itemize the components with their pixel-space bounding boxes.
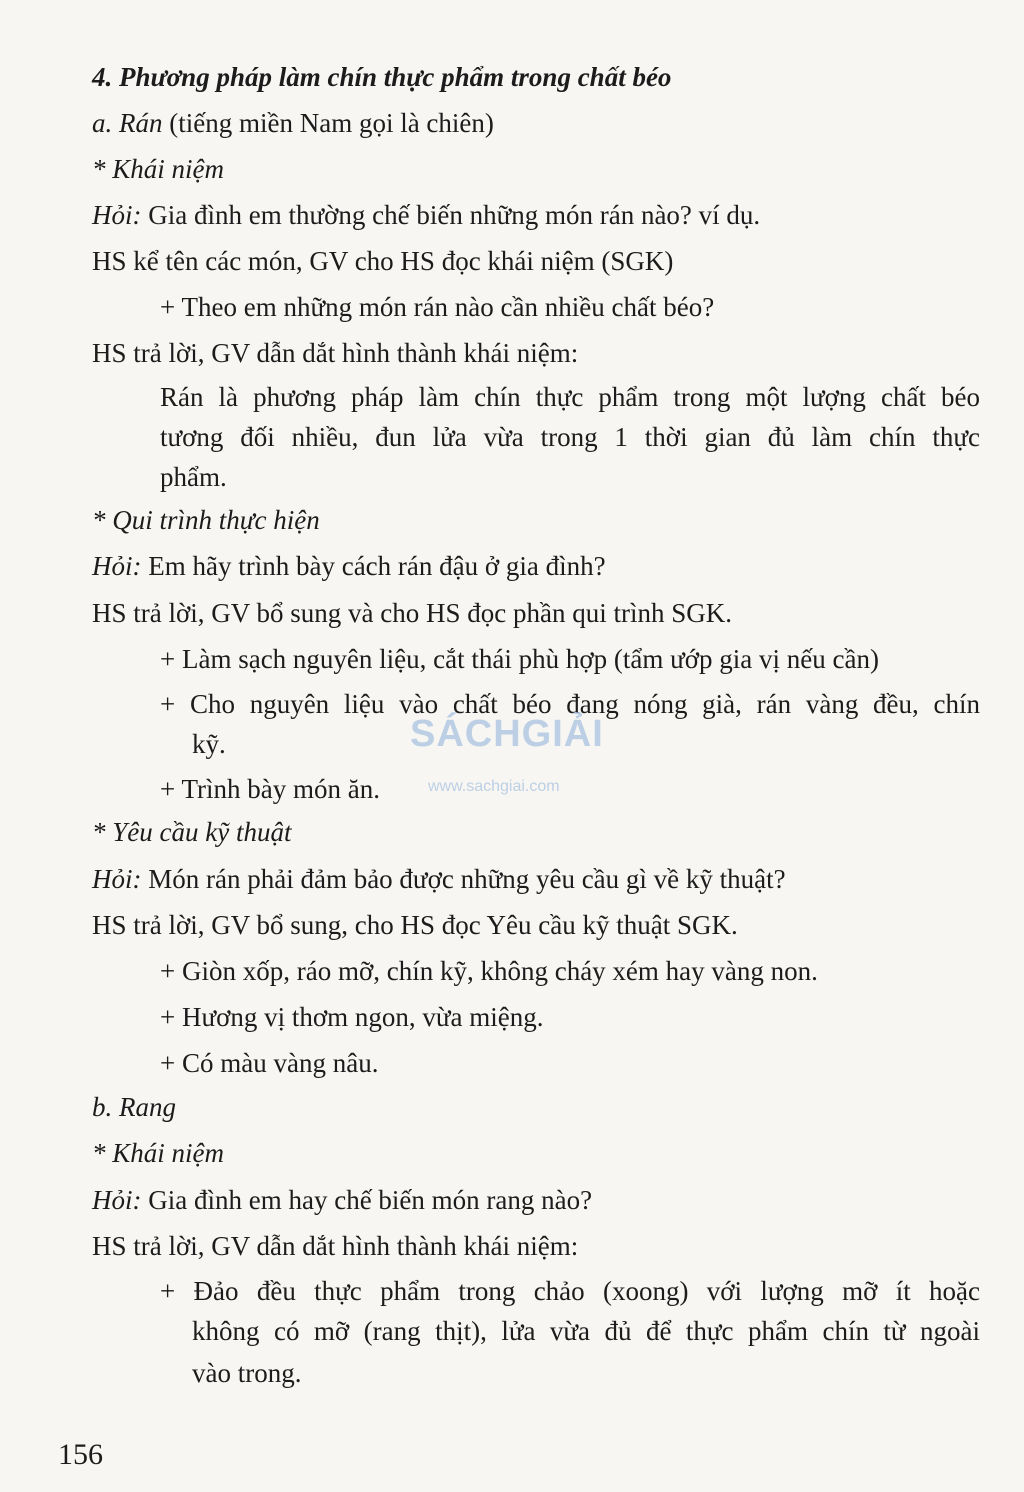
question-line	[92, 1183, 592, 1217]
section-heading: 4. Phương pháp làm chín thực phẩm trong chất béo	[92, 62, 672, 92]
subsection-title: a. Rán	[92, 108, 163, 138]
bullet-item: + Cho nguyên liệu vào chất béo đang nóng già, rán vàng đều, chín	[160, 689, 980, 719]
text-line: HS trả lời, GV bổ sung và cho HS đọc phần qui trình SGK.	[92, 598, 732, 628]
subsection-heading-rang: b. Rang	[92, 1092, 176, 1122]
bullet-continuation: kỹ.	[192, 729, 226, 759]
bullet-item: + Đảo đều thực phẩm trong chảo (xoong) với lượng mỡ ít hoặc	[160, 1276, 980, 1306]
bullet-item: + Làm sạch nguyên liệu, cắt thái phù hợp (tẩm ướp gia vị nếu cần)	[160, 644, 879, 674]
question-label: Hỏi:	[92, 1185, 142, 1215]
question-line	[92, 549, 606, 583]
bullet-item: + Giòn xốp, ráo mỡ, chín kỹ, không cháy xém hay vàng non.	[160, 956, 818, 986]
question-text: Món rán phải đảm bảo được những yêu cầu gì về kỹ thuật?	[141, 864, 786, 894]
subsection-note: (tiếng miền Nam gọi là chiên)	[162, 108, 494, 138]
bullet-item: + Theo em những món rán nào cần nhiều chất béo?	[160, 292, 715, 322]
concept-heading: * Khái niệm	[92, 1138, 224, 1168]
definition-line: tương đối nhiều, đun lửa vừa trong 1 thời gian đủ làm chín thực	[160, 422, 980, 452]
text-line: HS trả lời, GV dẫn dắt hình thành khái niệm:	[92, 338, 579, 368]
question-label: Hỏi:	[92, 200, 142, 230]
text-line: HS kể tên các món, GV cho HS đọc khái niệm (SGK)	[92, 246, 674, 276]
text-line: HS trả lời, GV bổ sung, cho HS đọc Yêu cầu kỹ thuật SGK.	[92, 910, 738, 940]
definition-line: Rán là phương pháp làm chín thực phẩm trong một lượng chất béo	[160, 382, 980, 412]
process-heading: * Qui trình thực hiện	[92, 505, 320, 535]
question-line	[92, 862, 786, 896]
page-number: 156	[58, 1438, 103, 1471]
bullet-item: + Hương vị thơm ngon, vừa miệng.	[160, 1002, 544, 1032]
question-label: Hỏi:	[92, 551, 142, 581]
text-line: HS trả lời, GV dẫn dắt hình thành khái niệm:	[92, 1231, 579, 1261]
bullet-continuation: vào trong.	[192, 1358, 302, 1388]
watermark-logo: SÁCHGIẢI	[410, 713, 604, 755]
definition-line: phẩm.	[160, 462, 227, 492]
requirements-heading: * Yêu cầu kỹ thuật	[92, 817, 292, 847]
subsection-heading-ran	[92, 106, 494, 140]
question-text: Gia đình em hay chế biến món rang nào?	[141, 1185, 593, 1215]
bullet-continuation: không có mỡ (rang thịt), lửa vừa đủ để thực phẩm chín từ ngoài	[192, 1316, 980, 1346]
bullet-item: + Trình bày món ăn.	[160, 774, 380, 804]
question-line	[92, 198, 760, 232]
watermark	[410, 712, 630, 796]
question-label: Hỏi:	[92, 864, 142, 894]
question-text: Em hãy trình bày cách rán đậu ở gia đình?	[141, 551, 606, 581]
concept-heading: * Khái niệm	[92, 154, 224, 184]
question-text: Gia đình em thường chế biến những món rán nào? ví dụ.	[141, 200, 761, 230]
watermark-url: www.sachgiai.com	[428, 778, 560, 795]
bullet-item: + Có màu vàng nâu.	[160, 1048, 379, 1078]
